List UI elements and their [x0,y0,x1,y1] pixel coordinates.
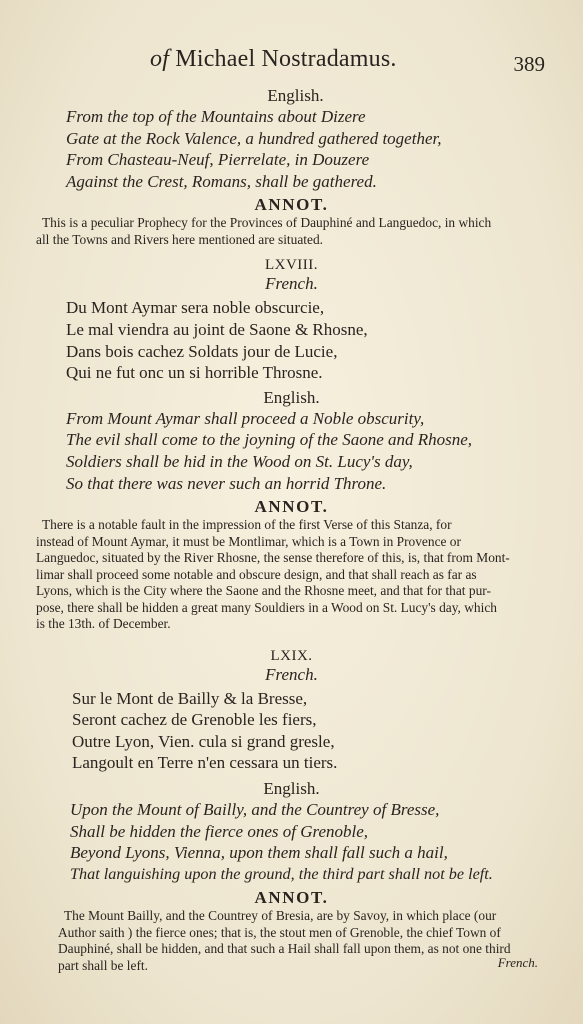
english-verse [66,106,583,192]
verse-line: Sur le Mont de Bailly & la Bresse, [72,688,308,708]
annotation-line: There is a notable fault in the impression of the first Verse of this Stanza, for [42,517,452,533]
french-heading: French. [265,274,318,294]
english-heading: English. [263,387,320,407]
verse-line: Langoult en Terre n'en cessara un tiers. [72,753,338,773]
running-title-main: Michael Nostradamus. [175,46,397,72]
verse-line: Shall be hidden the fierce ones of Grenoble, [70,821,369,841]
verse-line: From Chasteau-Neuf, Pierrelate, in Douzere [66,150,370,170]
verse-line: The evil shall come to the joyning of the Saone and Rhosne, [66,430,473,450]
verse-line: Soldiers shall be hid in the Wood on St. Lucy's day, [66,451,413,471]
verse-line: Against the Crest, Romans, shall be gathered. [66,171,377,191]
verse-line: So that there was never such an horrid Throne. [66,473,387,493]
annotation-paragraph [36,215,549,248]
annotation-line: Author saith ) the fierce ones; that is, the stout men of Grenoble, the chief Town of [58,924,501,940]
verse-line: Du Mont Aymar sera noble obscurcie, [66,298,325,318]
annotation-line: is the 13th. of December. [36,616,171,632]
french-verse [66,297,583,383]
verse-line: From Mount Aymar shall proceed a Noble obscurity, [66,408,425,428]
english-verse [66,408,583,494]
annotation-line: instead of Mount Aymar, it must be Montlimar, which is a Town in Provence or [36,533,461,549]
verse-line: Le mal viendra au joint de Saone & Rhosne, [66,319,368,339]
page-header [0,46,583,86]
running-title [150,46,397,73]
annotation-paragraph [58,908,549,974]
page-body [0,86,583,974]
running-title-prefix: of [150,46,170,72]
verse-line: From the top of the Mountains about Dizere [66,107,366,126]
annot-heading: ANNOT. [254,195,329,215]
verse-line: Beyond Lyons, Vienna, upon them shall fall such a hail, [70,843,448,863]
annotation-line: Dauphiné, shall be hidden, and that such a Hail shall fall upon them, as not one third [58,941,511,957]
annotation-line: Languedoc, situated by the River Rhosne, the sense therefore of this, is, that from Mont- [36,550,510,566]
french-verse [72,688,583,774]
catchword: French. [497,955,538,970]
english-heading: English. [267,86,324,105]
annotation-line: This is a peculiar Prophecy for the Provinces of Dauphiné and Languedoc, in which [42,215,492,231]
stanza-number: LXVIII. [264,257,319,274]
annotation-line: part shall be left. [58,957,148,973]
page-number: 389 [513,52,545,76]
verse-line: Outre Lyon, Vien. cula si grand gresle, [72,731,335,751]
verse-line: Seront cachez de Grenoble les fiers, [72,710,317,730]
french-heading: French. [265,664,318,684]
verse-line: Dans bois cachez Soldats jour de Lucie, [66,341,338,361]
verse-line: That languishing upon the ground, the third part shall not be left. [70,864,493,883]
stanza-number: LXIX. [270,647,313,664]
english-verse [70,799,583,885]
annotation-line: all the Towns and Rivers here mentioned are situated. [36,231,324,247]
verse-line: Gate at the Rock Valence, a hundred gathered together, [66,128,442,148]
annotation-line: Lyons, which is the City where the Saone and the Rhosne meet, and that for that pur- [36,583,491,599]
annot-heading: ANNOT. [254,888,329,908]
annotation-line: pose, there shall be hidden a great many Souldiers in a Wood on St. Lucy's day, which [36,599,497,615]
english-heading: English. [263,779,320,798]
annot-heading: ANNOT. [254,497,329,517]
annotation-line: limar shall proceed some notable and obscure design, and that shall reach as far as [36,566,477,582]
annotation-line: The Mount Bailly, and the Countrey of Bresia, are by Savoy, in which place (our [64,908,497,924]
annotation-paragraph [36,517,555,633]
verse-line: Upon the Mount of Bailly, and the Countrey of Bresse, [70,800,440,819]
verse-line: Qui ne fut onc un si horrible Throsne. [66,363,323,383]
